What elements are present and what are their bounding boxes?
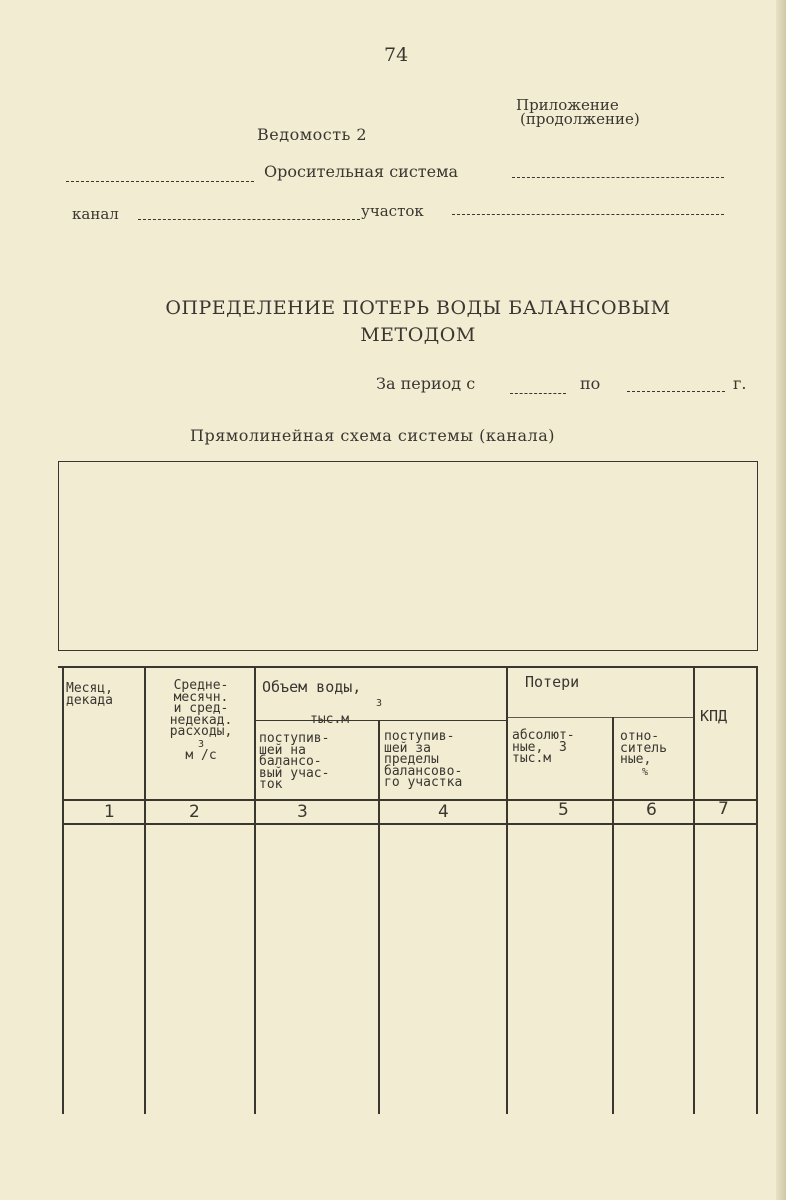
header-avg-line-2: месячн. [173, 689, 229, 705]
header-efficiency: КПД [700, 707, 728, 725]
relative-line-4: % [642, 766, 649, 778]
inflow-line-4: вый учас- [259, 765, 330, 781]
outflow-line-3: пределы [384, 752, 439, 767]
section-label: участок [361, 202, 424, 220]
table-top-rule [58, 666, 758, 668]
system-blank-right[interactable] [512, 177, 724, 178]
header-month: Месяц, [66, 681, 113, 696]
col-number-5: 5 [558, 800, 569, 820]
page-edge-shadow [776, 0, 786, 1200]
header-month-decade [66, 683, 113, 706]
col-number-4: 4 [438, 802, 449, 822]
system-blank-left[interactable] [66, 181, 254, 182]
volume-group-unit: тыс.м [310, 712, 350, 727]
header-avg-line-5: расходы, [169, 724, 233, 739]
header-volume-group [262, 680, 382, 727]
header-avg-line-4: недекад. [169, 712, 233, 728]
appendix-note [516, 98, 640, 126]
header-decade: декада [66, 692, 113, 708]
header-avg-unit: м /с [185, 748, 217, 763]
relative-line-3: ные, [620, 752, 652, 767]
header-losses-group: Потери [525, 673, 580, 691]
col-number-6: 6 [646, 800, 657, 820]
col-number-1: 1 [104, 802, 115, 822]
period-to-blank[interactable] [627, 391, 725, 392]
volume-group-exp: 3 [376, 698, 383, 709]
canal-blank[interactable] [138, 219, 360, 220]
irrigation-system-label: Оросительная система [264, 162, 459, 181]
volume-group-title: Объем воды, [262, 678, 362, 696]
col-number-2: 2 [189, 802, 200, 822]
period-year-label: г. [733, 374, 747, 393]
header-inflow [259, 733, 329, 791]
data-cell-col-2[interactable] [146, 826, 254, 1114]
period-to-label: по [580, 374, 601, 393]
data-cell-col-6[interactable] [614, 826, 693, 1114]
data-cell-col-4[interactable] [380, 826, 506, 1114]
inflow-line-3: балансо- [259, 754, 322, 769]
period-from-blank[interactable] [510, 393, 566, 394]
scheme-caption: Прямолинейная схема системы (канала) [190, 426, 555, 445]
inflow-line-2: шей на [259, 742, 306, 758]
header-outflow [384, 731, 462, 789]
outflow-line-2: шей за [384, 740, 431, 756]
period-from-label: За период с [376, 374, 476, 393]
page-number: 74 [384, 44, 409, 66]
inflow-line-5: ток [259, 777, 283, 792]
statement-label: Ведомость 2 [257, 125, 368, 144]
appendix-line-2: (продолжение) [520, 110, 640, 128]
absolute-line-3: тыс.м [512, 751, 552, 766]
absolute-line-2: ные, 3 [512, 739, 567, 755]
numbering-row-rule [64, 823, 758, 825]
document-title-line-2: МЕТОДОМ [360, 324, 476, 346]
data-cell-col-1[interactable] [64, 826, 144, 1114]
absolute-line-1: абсолют- [512, 728, 575, 743]
header-avg-discharge [149, 680, 253, 762]
table-right-border [756, 666, 758, 1114]
data-cell-col-7[interactable] [695, 826, 756, 1114]
header-avg-line-3: и сред- [173, 701, 229, 716]
losses-subheader-rule [508, 717, 694, 718]
data-cell-col-3[interactable] [256, 826, 378, 1114]
header-avg-line-1: Средне- [173, 678, 229, 693]
col-number-7: 7 [718, 799, 729, 819]
inflow-line-1: поступив- [259, 731, 330, 746]
col-number-3: 3 [297, 802, 308, 822]
appendix-line-1: Приложение [516, 96, 619, 114]
relative-line-2: ситель [620, 740, 667, 756]
relative-line-1: отно- [620, 729, 660, 744]
outflow-line-4: балансово- [384, 763, 463, 779]
header-avg-unit-exp: 3 [197, 738, 205, 750]
outflow-line-1: поступив- [384, 729, 455, 744]
document-title-line-1: ОПРЕДЕЛЕНИЕ ПОТЕРЬ ВОДЫ БАЛАНСОВЫМ [165, 297, 671, 319]
header-relative-losses [620, 731, 667, 778]
section-blank[interactable] [452, 214, 724, 215]
header-absolute-losses [512, 730, 575, 765]
data-cell-col-5[interactable] [508, 826, 612, 1114]
canal-label: канал [72, 205, 119, 223]
outflow-line-5: го участка [384, 775, 463, 790]
scheme-drawing-box[interactable] [58, 461, 758, 651]
